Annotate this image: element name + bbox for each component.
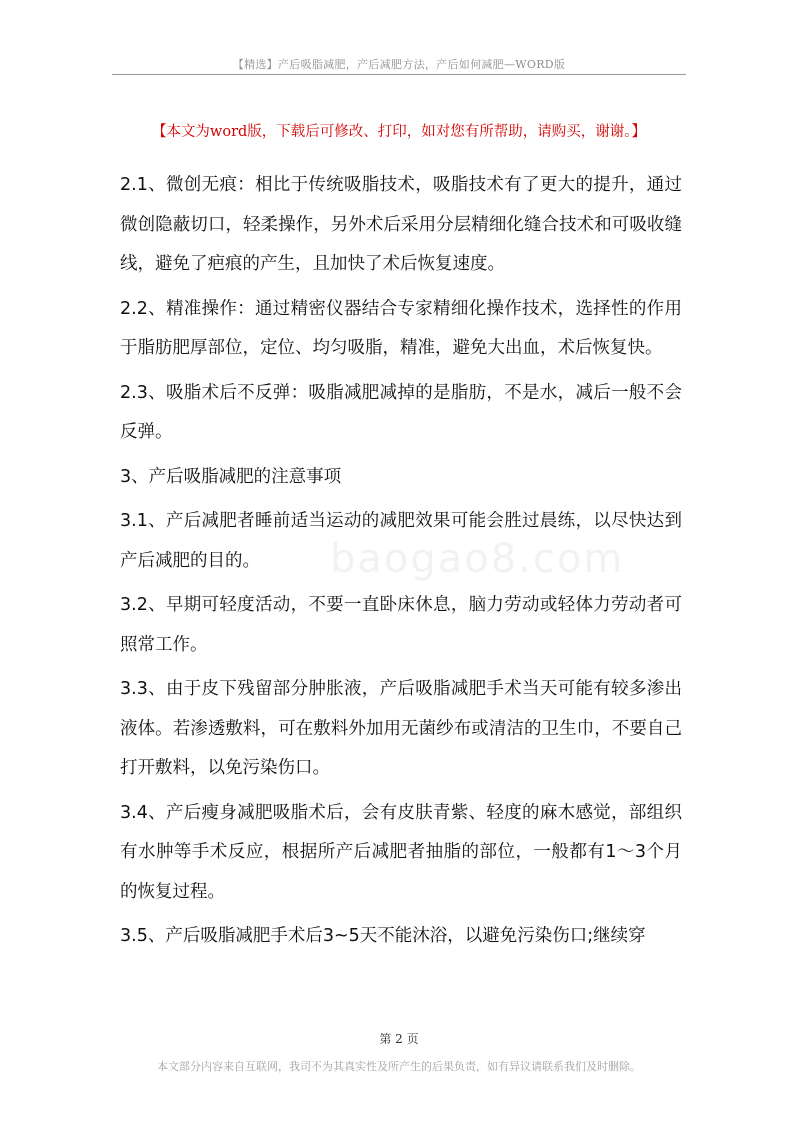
paragraph-3-1: 3.1、产后减肥者睡前适当运动的减肥效果可能会胜过晨练，以尽快达到产后减肥的目的。 (120, 511, 682, 571)
paragraph-3-5: 3.5、产后吸脂减肥手术后3~5天不能沐浴，以避免污染伤口;继续穿 (120, 926, 646, 946)
paragraph-3-4: 3.4、产后瘦身减肥吸脂术后，会有皮肤青紫、轻度的麻木感觉，部组织有水肿等手术反应，根据所产后减肥者抽脂的部位，一般都有1～3个月的恢复过程。 (120, 802, 682, 902)
paragraph-3-3: 3.3、由于皮下残留部分肿胀液，产后吸脂减肥手术当天可能有较多渗出液体。若渗透敷料，可在敷料外加用无菌纱布或清洁的卫生巾，不要自己打开敷料，以免污染伤口。 (120, 679, 682, 778)
document-body (120, 166, 682, 962)
paragraph-3-2: 3.2、早期可轻度活动，不要一直卧床休息，脑力劳动或轻体力劳动者可照常工作。 (120, 595, 682, 655)
paragraph-2-1: 2.1、微创无痕：相比于传统吸脂技术，吸脂技术有了更大的提升，通过微创隐蔽切口，轻柔操作，另外术后采用分层精细化缝合技术和可吸收缝线，避免了疤痕的产生，且加快了术后恢复速度。 (120, 175, 682, 274)
section-heading-3: 3、产后吸脂减肥的注意事项 (120, 466, 342, 487)
footer-disclaimer: 本文部分内容来自互联网，我司不为其真实性及所产生的后果负责，如有异议请联系我们及时删除。 (157, 1060, 641, 1073)
paragraph-2-3: 2.3、吸脂术后不反弹：吸脂减肥减掉的是脂肪，不是水，减后一般不会反弹。 (120, 382, 682, 442)
page-header: 【精选】产后吸脂减肥，产后减肥方法，产后如何减肥—WORD版 (232, 58, 566, 71)
page-number: 第 2 页 (379, 1032, 419, 1046)
paragraph-2-2: 2.2、精准操作：通过精密仪器结合专家精细化操作技术，选择性的作用于脂肪肥厚部位，定位、均匀吸脂，精准，避免大出血，术后恢复快。 (120, 298, 682, 358)
watermark: baogao8.com (330, 536, 625, 582)
header-divider (112, 74, 686, 75)
download-notice: 【本文为word版，下载后可修改、打印，如对您有所帮助，请购买，谢谢。】 (151, 124, 647, 140)
